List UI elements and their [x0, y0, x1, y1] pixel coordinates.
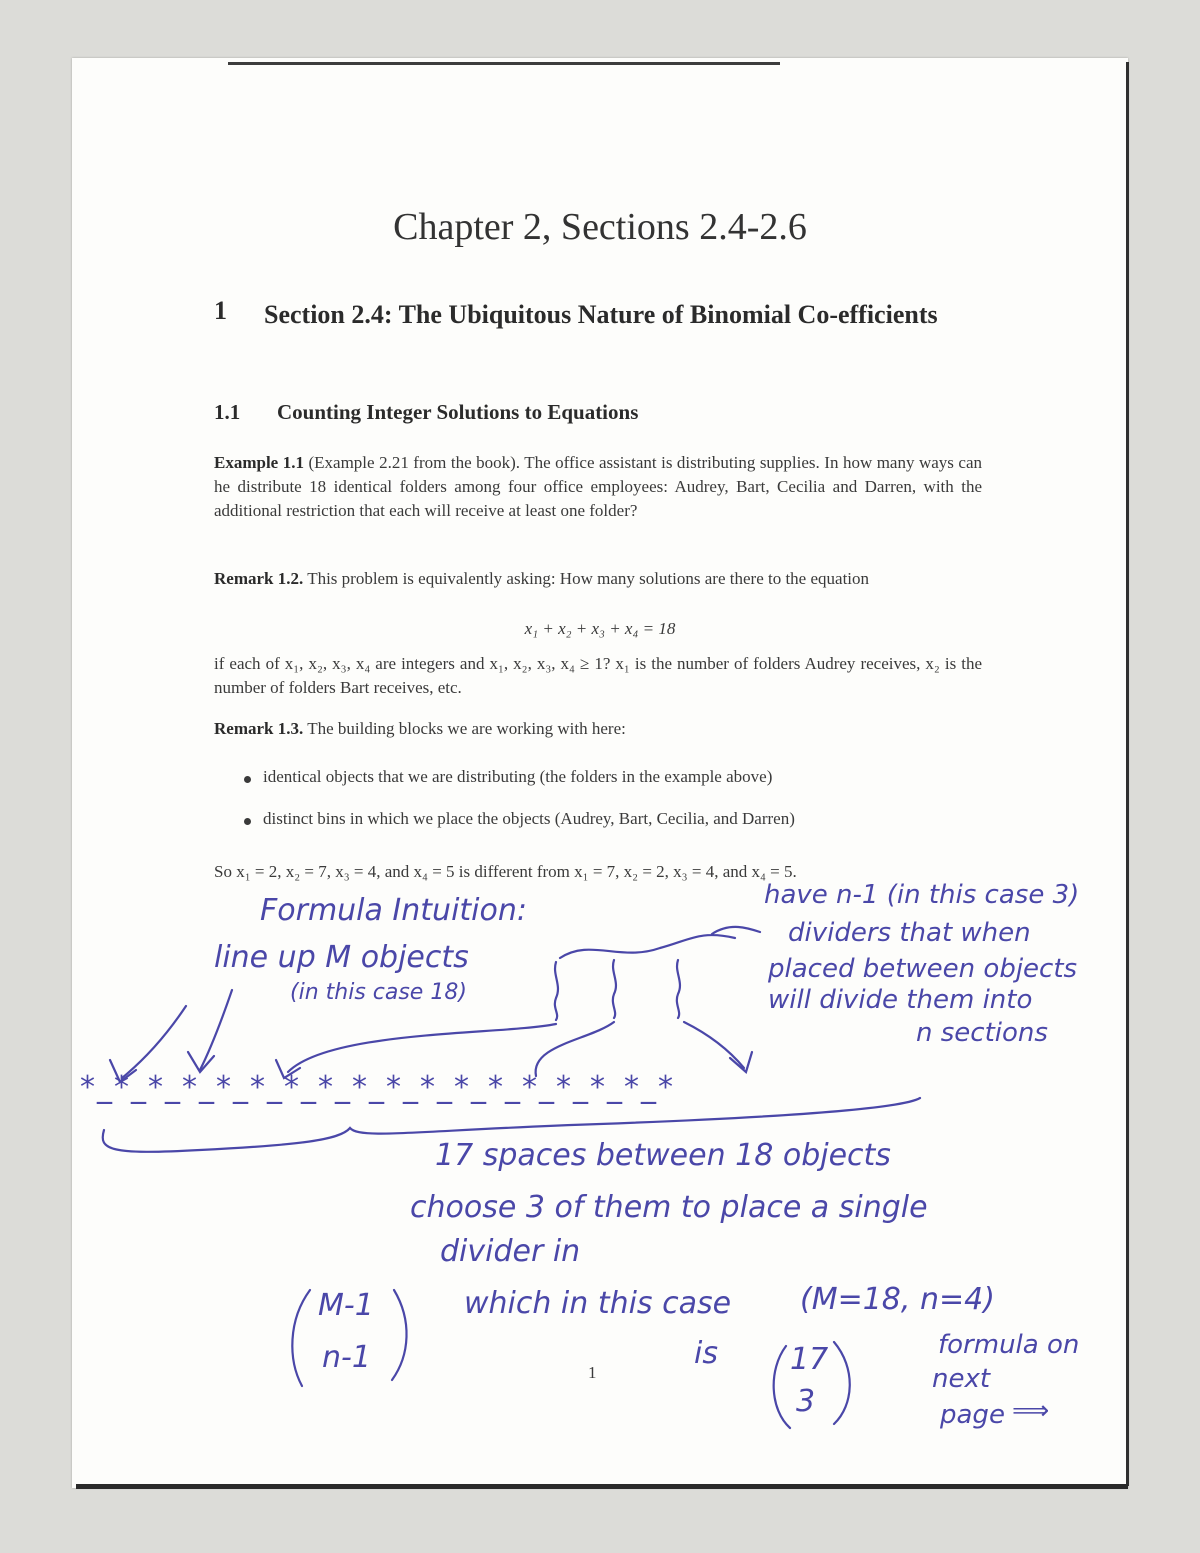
hw-params: (M=18, n=4) — [800, 1282, 995, 1317]
section-title: Section 2.4: The Ubiquitous Nature of Binomial Co-efficients — [264, 300, 938, 329]
hw-next: next — [932, 1364, 991, 1394]
hw-binom-general-bottom: n-1 — [322, 1340, 371, 1375]
section-number: 1 — [214, 296, 227, 325]
hw-dividers: dividers that when — [788, 918, 1031, 948]
hw-line-up: line up M objects — [214, 940, 469, 975]
remark-2-after: if each of x₁, x₂, x₃, x₄ are integers and x₁, x₂, x₃, x₄ ≥ 1? x₁ is the number of folders Audrey receives, x₂ is the number of folders Bart receives, etc. — [214, 654, 982, 697]
hw-formula-intuition: Formula Intuition: — [260, 893, 527, 928]
chapter-title: Chapter 2, Sections 2.4-2.6 — [393, 206, 807, 248]
hw-binom-general-top: M-1 — [318, 1288, 374, 1323]
remark-2-label: Remark 1.2. — [214, 569, 304, 588]
divider-mark-3 — [677, 960, 680, 1018]
paren-case-left — [774, 1346, 790, 1428]
hw-which-in: which in this case — [464, 1286, 732, 1321]
hw-divider-in: divider in — [440, 1234, 581, 1269]
page-number: 1 — [588, 1363, 597, 1382]
hw-spaces: 17 spaces between 18 objects — [435, 1138, 891, 1173]
arrow-divider-2 — [536, 1022, 614, 1076]
hw-binom-bottom: 3 — [796, 1384, 816, 1419]
arrow-left-2-head — [110, 1060, 136, 1082]
hw-page: page — [940, 1400, 1005, 1430]
hw-formula-on: formula on — [938, 1330, 1080, 1360]
example-text: The office assistant is distributing supplies. In how many ways can he distribute 18 identical folders among four office employees: Audrey, Bart, Cecilia and Darren, with the additional restriction that each will receive at least one folder? — [214, 453, 983, 520]
remark-3-text: The building blocks we are working with here: — [307, 719, 626, 738]
subsection-title: Counting Integer Solutions to Equations — [277, 400, 639, 424]
squiggle-pointer — [560, 927, 760, 958]
paren-general-left — [292, 1290, 310, 1386]
arrow-divider-1 — [288, 1024, 556, 1072]
equation: x₁ + x₂ + x₃ + x₄ = 18 — [524, 619, 676, 638]
hw-binom-top: 17 — [790, 1342, 829, 1377]
subsection-number: 1.1 — [214, 400, 241, 424]
example-source: (Example 2.21 from the book). — [308, 453, 521, 472]
so-line: So x₁ = 2, x₂ = 7, x₃ = 4, and x₄ = 5 is different from x₁ = 7, x₂ = 2, x₃ = 4, and x₄ = 5. — [214, 862, 797, 881]
paren-case-right — [834, 1342, 850, 1424]
hw-star-row: *_*_*_*_*_*_*_*_*_*_*_*_*_*_*_*_*_* — [80, 1070, 675, 1105]
hw-placed-between: placed between objects — [768, 954, 1078, 984]
hw-will-divide: will divide them into — [768, 985, 1033, 1015]
arrow-right-icon: ⟹ — [1012, 1396, 1050, 1426]
arrow-divider-1-head — [276, 1060, 300, 1078]
paren-general-right — [392, 1290, 407, 1380]
example-label: Example 1.1 — [214, 453, 304, 472]
hw-is: is — [694, 1336, 718, 1371]
remark-3-label: Remark 1.3. — [214, 719, 304, 738]
hw-have-n-1: have n-1 (in this case 3) — [764, 880, 1080, 910]
hw-n-sections: n sections — [916, 1018, 1048, 1048]
arrow-left-2 — [122, 1006, 186, 1078]
hw-choose-3: choose 3 of them to place a single — [410, 1190, 928, 1225]
remark-2-text: This problem is equivalently asking: How many solutions are there to the equation — [307, 569, 870, 588]
brace-under-row — [103, 1098, 920, 1152]
hw-in-this-case-18: (in this case 18) — [290, 980, 467, 1005]
divider-mark-2 — [613, 960, 616, 1018]
arrow-left-1 — [200, 990, 232, 1070]
divider-mark-1 — [555, 962, 558, 1020]
